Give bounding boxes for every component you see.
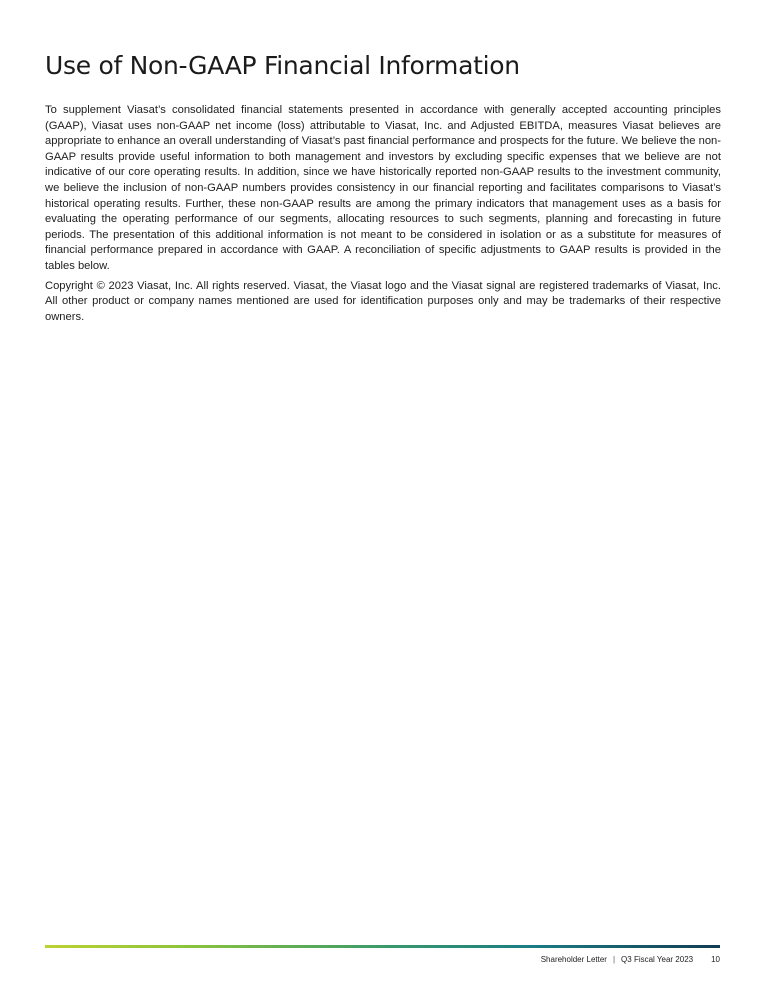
non-gaap-paragraph: To supplement Viasat’s consolidated financial statements presented in accordance with generally accepted accounting principles (GAAP), Viasat uses non-GAAP net income (loss) attributable to Viasat, Inc. and Adjusted EBITDA, measures Viasat believes are appropriate to enhance an overall understanding of Viasat’s past financial performance and prospects for the future. We believe the non-GAAP results provide useful information to both management and investors by excluding specific expenses that we believe are not indicative of our core operating results. In addition, since we have historically reported non-GAAP results to the investment community, we believe the inclusion of non-GAAP numbers provides consistency in our financial reporting and facilitates comparisons to Viasat’s historical operating results. Further, these non-GAAP results are among the primary indicators that management uses as a basis for evaluating the operating performance of our segments, allocating resources to such segments, planning and forecasting in future periods. The presentation of this additional information is not meant to be considered in isolation or as a substitute for measures of financial performance prepared in accordance with GAAP. A reconciliation of specific adjustments to GAAP results is provided in the tables below.	[45, 104, 721, 272]
copyright-paragraph: Copyright © 2023 Viasat, Inc. All rights reserved. Viasat, the Viasat logo and the Viasat signal are registered trademarks of Viasat, Inc. All other product or company names mentioned are used for identification purposes only and may be trademarks of their respective owners.	[45, 279, 721, 323]
footer-page-number: 10	[711, 955, 720, 964]
body-text	[45, 103, 721, 329]
footer-period: Q3 Fiscal Year 2023	[621, 955, 694, 964]
footer-document-title: Shareholder Letter	[540, 955, 607, 964]
page-title: Use of Non-GAAP Financial Information	[45, 51, 520, 80]
footer-separator: |	[612, 955, 616, 964]
footer-gradient-bar	[45, 945, 720, 948]
footer	[541, 955, 720, 964]
